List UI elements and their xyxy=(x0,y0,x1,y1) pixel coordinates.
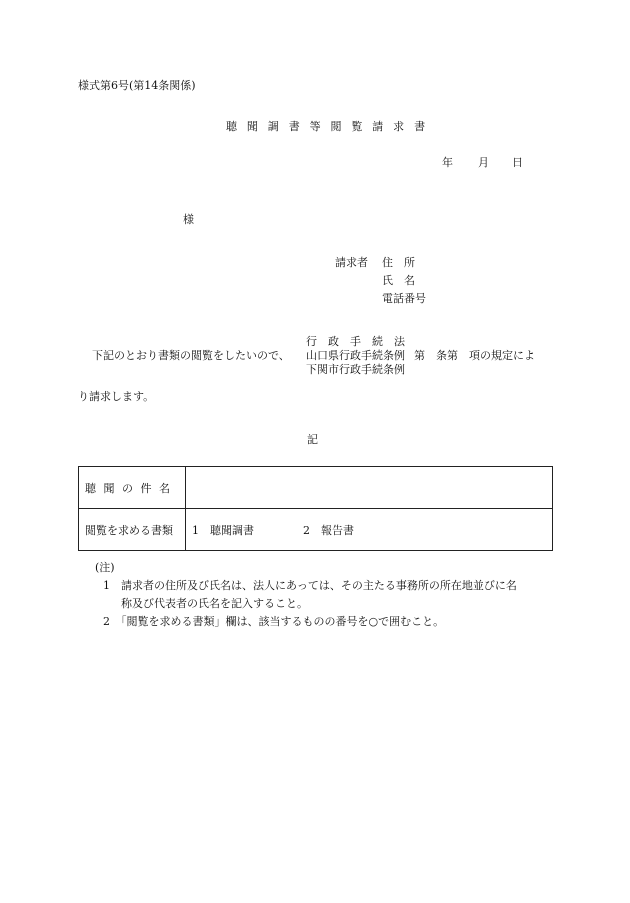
document-option-hearing-record[interactable]: 1 聴聞調書 xyxy=(192,523,254,537)
ki-heading: 記 xyxy=(307,433,318,446)
document-option-report[interactable]: 2 報告書 xyxy=(303,523,354,537)
notes-heading: (注) xyxy=(95,561,115,574)
address-label: 住 所 xyxy=(382,256,415,269)
requested-documents-label: 閲覧を求める書類 xyxy=(79,509,186,551)
law-option-yamaguchi: 山口県行政手続条例 xyxy=(306,349,405,362)
date-year-label: 年 xyxy=(442,156,453,169)
law-option-shimonoseki: 下関市行政手続条例 xyxy=(306,363,405,376)
date-month-label: 月 xyxy=(478,156,489,169)
phone-label: 電話番号 xyxy=(382,292,426,305)
request-intro: 下記のとおり書類の閲覧をしたいので、 xyxy=(92,349,290,362)
note-1-line-2: 称及び代表者の氏名を記入すること。 xyxy=(121,597,308,610)
table-row xyxy=(79,467,553,509)
hearing-subject-field[interactable] xyxy=(186,467,553,509)
document-title: 聴 聞 調 書 等 閲 覧 請 求 書 xyxy=(226,120,429,133)
article-text: 第 条第 項の規定によ xyxy=(414,349,535,362)
note-1-line-1: 1 請求者の住所及び氏名は、法人にあっては、その主たる事務所の所在地並びに名 xyxy=(103,579,517,592)
request-table xyxy=(78,466,553,551)
hearing-subject-label: 聴 聞 の 件 名 xyxy=(79,467,186,509)
requested-documents-field[interactable] xyxy=(186,509,553,551)
date-day-label: 日 xyxy=(512,156,523,169)
table-row xyxy=(79,509,553,551)
law-option-gyosei: 行 政 手 続 法 xyxy=(306,335,405,348)
notes-section xyxy=(95,559,517,631)
requester-label: 請求者 xyxy=(335,256,368,269)
note-2: 2 「閲覧を求める書類」欄は、該当するものの番号を○で囲むこと。 xyxy=(103,615,445,628)
request-continuation: り請求します。 xyxy=(78,390,155,403)
addressee-suffix: 様 xyxy=(183,213,194,226)
name-label: 氏 名 xyxy=(382,274,415,287)
form-number: 様式第6号(第14条関係) xyxy=(78,79,196,92)
